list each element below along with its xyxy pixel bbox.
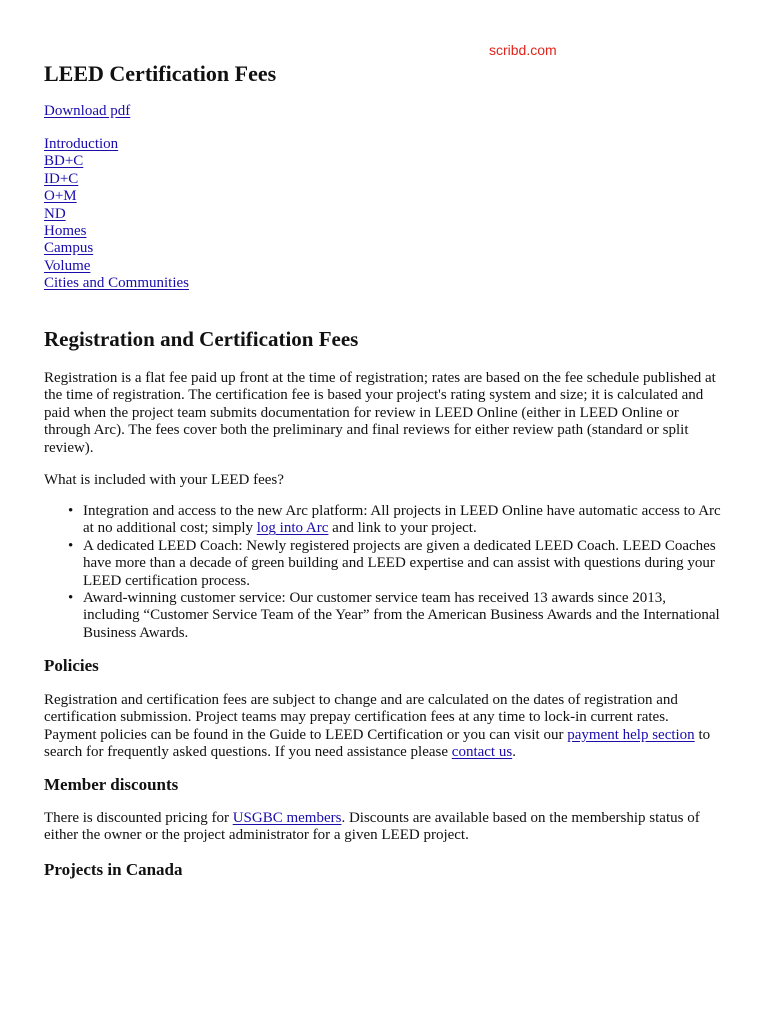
toc-link-om[interactable]: O+M [44, 188, 77, 205]
list-item [68, 503, 723, 538]
bullet-icon: • [68, 503, 74, 519]
table-of-contents [44, 136, 189, 293]
feature-arc-text: Integration and access to the new Arc platform: All projects in LEED Online have automatic access to Arc at no additional cost; simply [83, 503, 721, 537]
included-question: What is included with your LEED fees? [44, 472, 284, 488]
section-heading-registration-fees: Registration and Certification Fees [44, 327, 359, 351]
list-item [68, 590, 723, 642]
toc-link-cities-communities[interactable]: Cities and Communities [44, 275, 189, 292]
list-item [68, 537, 723, 590]
usgbc-members-link[interactable]: USGBC members [232, 810, 342, 826]
member-discounts-heading: Member discounts [44, 775, 179, 794]
features-list [44, 503, 723, 642]
toc-link-volume[interactable]: Volume [44, 257, 91, 274]
feature-arc-text-end: and link to your project. [328, 520, 477, 537]
toc-link-bdc[interactable]: BD+C [44, 153, 84, 170]
download-pdf-link[interactable]: Download pdf [44, 103, 131, 119]
intro-paragraph: Registration is a flat fee paid up front at the time of registration; rates are based on the fee schedule published at the time of registration. The certification fee is based your project's rating system and size; it is calculated and paid when the project team submits documentation for review in LEED Online (either in LEED Online or through Arc). The fees cover both the preliminary and final reviews for either review path (standard or split review). [44, 370, 716, 456]
policies-paragraph [44, 692, 724, 762]
page-title: LEED Certification Fees [44, 61, 277, 86]
toc-link-introduction[interactable]: Introduction [44, 136, 119, 152]
toc-link-nd[interactable]: ND [44, 205, 66, 222]
contact-us-link[interactable]: contact us [451, 744, 513, 761]
member-discounts-text-end: . Discounts are available based on the membership status of either the owner or the project administrator for a given LEED project. [44, 810, 700, 844]
bullet-icon: • [68, 590, 74, 607]
toc-link-homes[interactable]: Homes [44, 223, 87, 240]
log-into-arc-link[interactable]: log into Arc [256, 520, 329, 537]
policies-text-middle: to search for frequently asked questions. If you need assistance please [44, 726, 711, 761]
feature-coach-text: A dedicated LEED Coach: Newly registered projects are given a dedicated LEED Coach. LEED Coaches have more than a decade of green building and LEED expertise and can assist with questions during your LEED certification process. [83, 537, 716, 589]
toc-link-campus[interactable]: Campus [44, 240, 94, 257]
bullet-icon: • [68, 537, 74, 554]
feature-service-text: Award-winning customer service: Our customer service team has received 13 awards since 2013, including “Customer Service Team of the Year” from the American Business Awards and the International Business Awards. [83, 590, 720, 641]
toc-link-idc[interactable]: ID+C [44, 170, 79, 187]
watermark: scribd.com [489, 42, 557, 58]
member-discounts-text: There is discounted pricing for [44, 810, 233, 826]
projects-in-canada-heading: Projects in Canada [44, 860, 183, 879]
policies-heading: Policies [44, 656, 99, 675]
member-discounts-paragraph [44, 810, 724, 845]
payment-help-link[interactable]: payment help section [567, 726, 695, 743]
policies-text: Registration and certification fees are subject to change and are calculated on the dates of registration and certification submission. Project teams may prepay certification fees at any time to lock-in current rates. Payment policies can be found in the Guide to LEED Certification or you can visit our [44, 692, 678, 743]
policies-text-end: . [512, 744, 516, 761]
